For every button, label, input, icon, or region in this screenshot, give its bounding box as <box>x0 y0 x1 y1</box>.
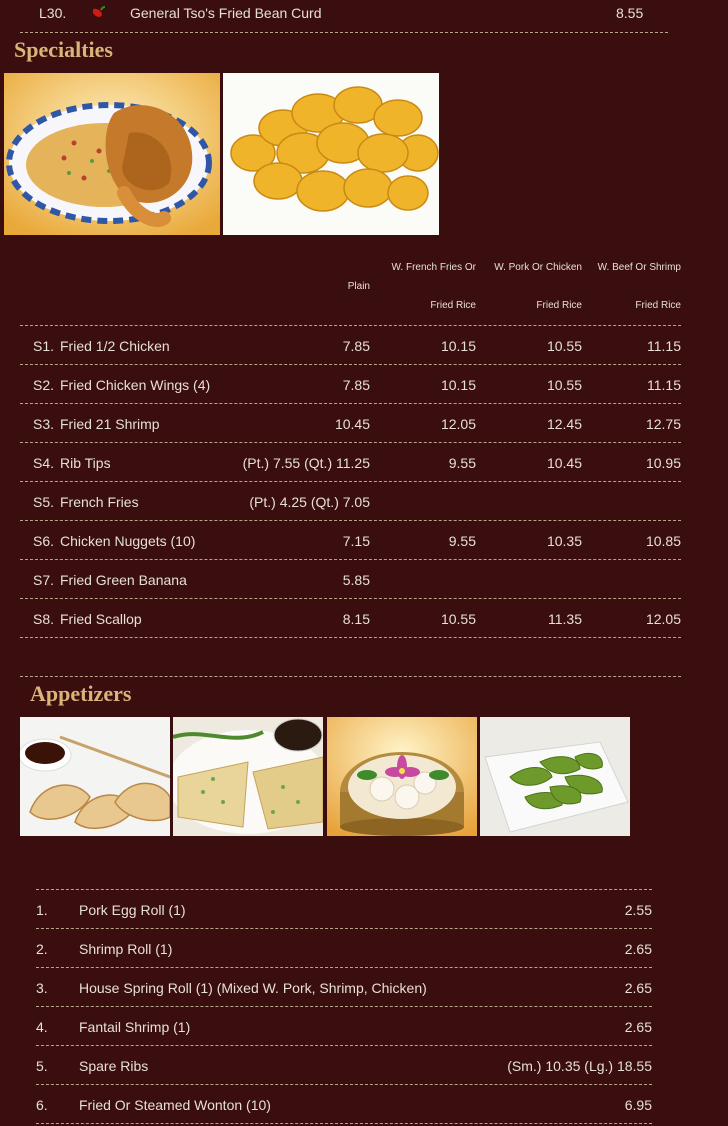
price-beef: 10.95 <box>645 455 681 471</box>
table-row <box>36 1046 652 1085</box>
table-row <box>36 890 652 929</box>
table-row <box>36 1085 652 1124</box>
item-name: Fantail Shrimp (1) <box>79 1019 191 1035</box>
price-fries: 12.05 <box>440 416 476 432</box>
item-name: Fried Scallop <box>60 611 142 627</box>
price-plain: 7.85 <box>342 338 370 354</box>
item-name: House Spring Roll (1) (Mixed W. Pork, Shrimp, Chicken) <box>79 980 427 996</box>
item-code: S8. <box>33 611 55 627</box>
price-pork: 10.55 <box>546 338 582 354</box>
item-code: S3. <box>33 416 55 432</box>
price-plain: 8.15 <box>342 611 370 627</box>
price-fries: 10.15 <box>440 377 476 393</box>
price-fries: 9.55 <box>448 455 476 471</box>
item-name: Fried 21 Shrimp <box>60 416 160 432</box>
item-price: 6.95 <box>624 1097 652 1113</box>
menu-item-row <box>20 0 668 33</box>
column-header-plain: Plain <box>347 281 370 292</box>
table-row <box>20 326 681 365</box>
column-header-beef-line1: W. Beef Or Shrimp <box>597 262 681 273</box>
price-fries: 10.15 <box>440 338 476 354</box>
price-plain: (Pt.) 7.55 (Qt.) 11.25 <box>242 455 370 471</box>
table-row <box>36 929 652 968</box>
item-number: 6. <box>36 1097 48 1113</box>
item-number: 4. <box>36 1019 48 1035</box>
table-row <box>20 560 681 599</box>
item-code: S5. <box>33 494 55 510</box>
price-beef: 12.05 <box>645 611 681 627</box>
column-header-pork-line2: Fried Rice <box>536 300 582 311</box>
section-title-appetizers: Appetizers <box>30 681 132 706</box>
item-name: Pork Egg Roll (1) <box>79 902 186 918</box>
item-name: French Fries <box>60 494 139 510</box>
price-plain: 5.85 <box>342 572 370 588</box>
item-name: General Tso's Fried Bean Curd <box>130 5 322 21</box>
item-price: 2.65 <box>624 980 652 996</box>
price-pork: 10.45 <box>546 455 582 471</box>
price-beef: 11.15 <box>647 338 681 354</box>
item-number: 3. <box>36 980 48 996</box>
item-code: S7. <box>33 572 55 588</box>
item-code: S4. <box>33 455 55 471</box>
table-row <box>20 365 681 404</box>
item-price: 8.55 <box>616 5 644 21</box>
item-code: S2. <box>33 377 55 393</box>
item-price: (Sm.) 10.35 (Lg.) 18.55 <box>507 1058 652 1074</box>
item-name: Fried Chicken Wings (4) <box>60 377 211 393</box>
dumplings-photo <box>20 717 170 836</box>
price-beef: 10.85 <box>645 533 681 549</box>
item-code: S1. <box>33 338 55 354</box>
item-price: 2.65 <box>624 1019 652 1035</box>
price-fries: 9.55 <box>448 533 476 549</box>
price-beef: 12.75 <box>645 416 681 432</box>
section-title-specialties: Specialties <box>14 37 113 62</box>
price-pork: 10.55 <box>546 377 582 393</box>
price-plain: 7.85 <box>342 377 370 393</box>
item-name: Spare Ribs <box>79 1058 149 1074</box>
table-row <box>20 482 681 521</box>
price-pork: 12.45 <box>546 416 582 432</box>
table-row <box>36 968 652 1007</box>
fried-chicken-with-rice-photo <box>4 73 220 235</box>
item-name: Chicken Nuggets (10) <box>60 533 196 549</box>
item-number: 5. <box>36 1058 48 1074</box>
item-price: 2.55 <box>624 902 652 918</box>
table-row <box>36 1007 652 1046</box>
column-header-fries-line1: W. French Fries Or <box>391 262 476 273</box>
item-code: S6. <box>33 533 55 549</box>
price-plain: 10.45 <box>334 416 370 432</box>
steamed-dumplings-photo <box>327 717 477 836</box>
item-name: Fried 1/2 Chicken <box>60 338 170 354</box>
item-number: 2. <box>36 941 48 957</box>
item-number: 1. <box>36 902 48 918</box>
item-name: Shrimp Roll (1) <box>79 941 173 957</box>
price-fries: 10.55 <box>440 611 476 627</box>
item-name: Rib Tips <box>60 455 111 471</box>
price-plain: (Pt.) 4.25 (Qt.) 7.05 <box>249 494 370 510</box>
edamame-photo <box>480 717 630 836</box>
price-plain: 7.15 <box>342 533 370 549</box>
item-name: Fried Or Steamed Wonton (10) <box>79 1097 271 1113</box>
item-name: Fried Green Banana <box>60 572 187 588</box>
column-header-beef-line2: Fried Rice <box>635 300 681 311</box>
price-beef: 11.15 <box>647 377 681 393</box>
item-price: 2.65 <box>624 941 652 957</box>
price-pork: 10.35 <box>546 533 582 549</box>
table-row <box>20 599 681 638</box>
divider <box>20 676 681 677</box>
table-row <box>20 521 681 560</box>
fried-green-banana-photo <box>223 73 439 235</box>
price-pork: 11.35 <box>548 611 582 627</box>
table-row <box>20 404 681 443</box>
chili-pepper-icon <box>90 4 106 20</box>
table-row <box>20 443 681 482</box>
column-header-pork-line1: W. Pork Or Chicken <box>494 262 582 273</box>
item-number: L30. <box>39 5 67 21</box>
column-header-fries-line2: Fried Rice <box>430 300 476 311</box>
scallion-pancake-photo <box>173 717 323 836</box>
